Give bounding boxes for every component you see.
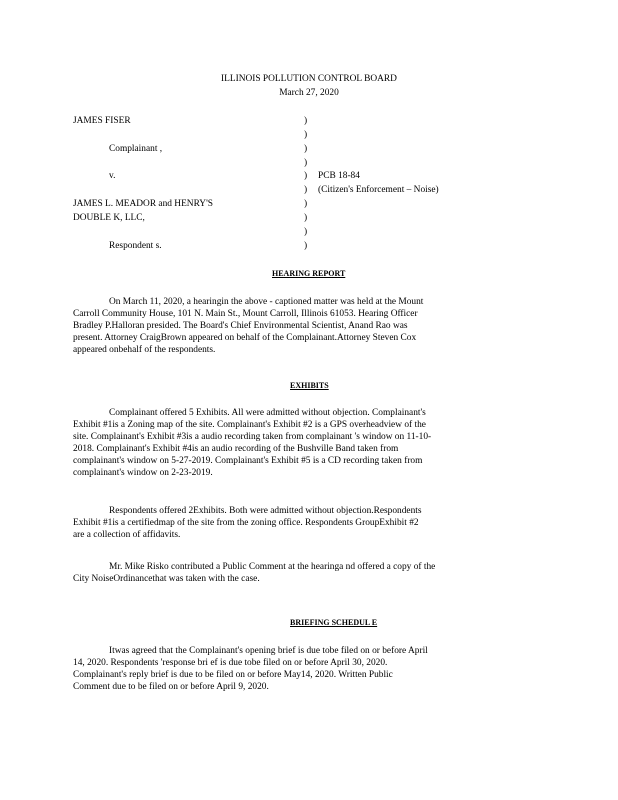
agency-title: ILLINOIS POLLUTION CONTROL BOARD [221, 74, 397, 84]
text-line: Comment due to be filed on or before April 9, 2020. [73, 682, 269, 692]
caption-paren: ) [304, 144, 308, 154]
case-type: (Citizen's Enforcement – Noise) [318, 185, 439, 195]
text-line: present. Attorney CraigBrown appeared on behalf of the Complainant.Attorney Steven Cox [73, 333, 417, 343]
text-line: Exhibit #1is a Zoning map of the site. Complainant's Exhibit #2 is a GPS overheadview of the [73, 420, 426, 430]
text-line: 14, 2020. Respondents 'response bri ef is due tobe filed on or before April 30, 2020. [73, 658, 388, 668]
caption-paren: ) [304, 116, 308, 126]
respondent-name-line-2: DOUBLE K, LLC, [73, 213, 145, 223]
text-line: site. Complainant's Exhibit #3is a audio recording taken from complainant 's window on 11-10- [73, 432, 432, 442]
text-line: Carroll Community House, 101 N. Main St., Mount Carroll, Illinois 61053. Hearing Officer [73, 309, 418, 319]
text-line: Itwas agreed that the Complainant's opening brief is due tobe filed on or before April [109, 646, 428, 656]
versus-label: v. [109, 171, 116, 181]
hearing-report-heading: HEARING REPORT [272, 269, 346, 278]
hearing-report-paragraph [73, 296, 529, 356]
text-line: Bradley P.Halloran presided. The Board's Chief Environmental Scientist, Anand Rao was [73, 321, 408, 331]
document-date: March 27, 2020 [279, 88, 339, 98]
briefing-schedule-heading: BRIEFING SCHEDUL E [290, 618, 378, 627]
caption-paren: ) [304, 213, 308, 223]
complainant-name: JAMES FISER [73, 116, 131, 126]
caption-paren: ) [304, 199, 308, 209]
text-line: Respondents offered 2Exhibits. Both were admitted without objection.Respondents [109, 506, 422, 516]
text-line: are a collection of affidavits. [73, 530, 181, 540]
respondent-role: Respondent s. [109, 241, 162, 251]
text-line: Exhibit #1is a certifiedmap of the site from the zoning office. Respondents GroupExhibit #2 [73, 518, 419, 528]
text-line: complainant's window on 2-23-2019. [73, 468, 213, 478]
text-line: City NoiseOrdinancethat was taken with the case. [73, 574, 260, 584]
text-line: complainant's window on 5-27-2019. Complainant's Exhibit #5 is a CD recording taken from [73, 456, 423, 466]
exhibits-paragraph-respondents [73, 505, 529, 541]
caption-paren: ) [304, 171, 308, 181]
caption-paren: ) [304, 185, 308, 195]
respondent-name-line-1: JAMES L. MEADOR and HENRY'S [73, 199, 213, 209]
exhibits-heading: EXHIBITS [290, 381, 329, 390]
briefing-schedule-paragraph [73, 645, 529, 693]
caption-paren: ) [304, 227, 308, 237]
text-line: appeared onbehalf of the respondents. [73, 345, 216, 355]
exhibits-paragraph-complainant [73, 407, 529, 479]
text-line: Complainant's reply brief is due to be filed on or before May14, 2020. Written Public [73, 670, 393, 680]
text-line: Mr. Mike Risko contributed a Public Comment at the hearinga nd offered a copy of the [109, 562, 436, 572]
caption-paren: ) [304, 158, 308, 168]
text-line: On March 11, 2020, a hearingin the above - captioned matter was held at the Mount [109, 297, 424, 307]
public-comment-paragraph [73, 561, 529, 585]
complainant-role: Complainant , [109, 144, 163, 154]
caption-paren: ) [304, 130, 308, 140]
caption-paren: ) [304, 241, 308, 251]
case-number: PCB 18-84 [318, 171, 360, 181]
text-line: 2018. Complainant's Exhibit #4is an audio recording of the Bushville Band taken from [73, 444, 399, 454]
text-line: Complainant offered 5 Exhibits. All were admitted without objection. Complainant's [109, 408, 426, 418]
